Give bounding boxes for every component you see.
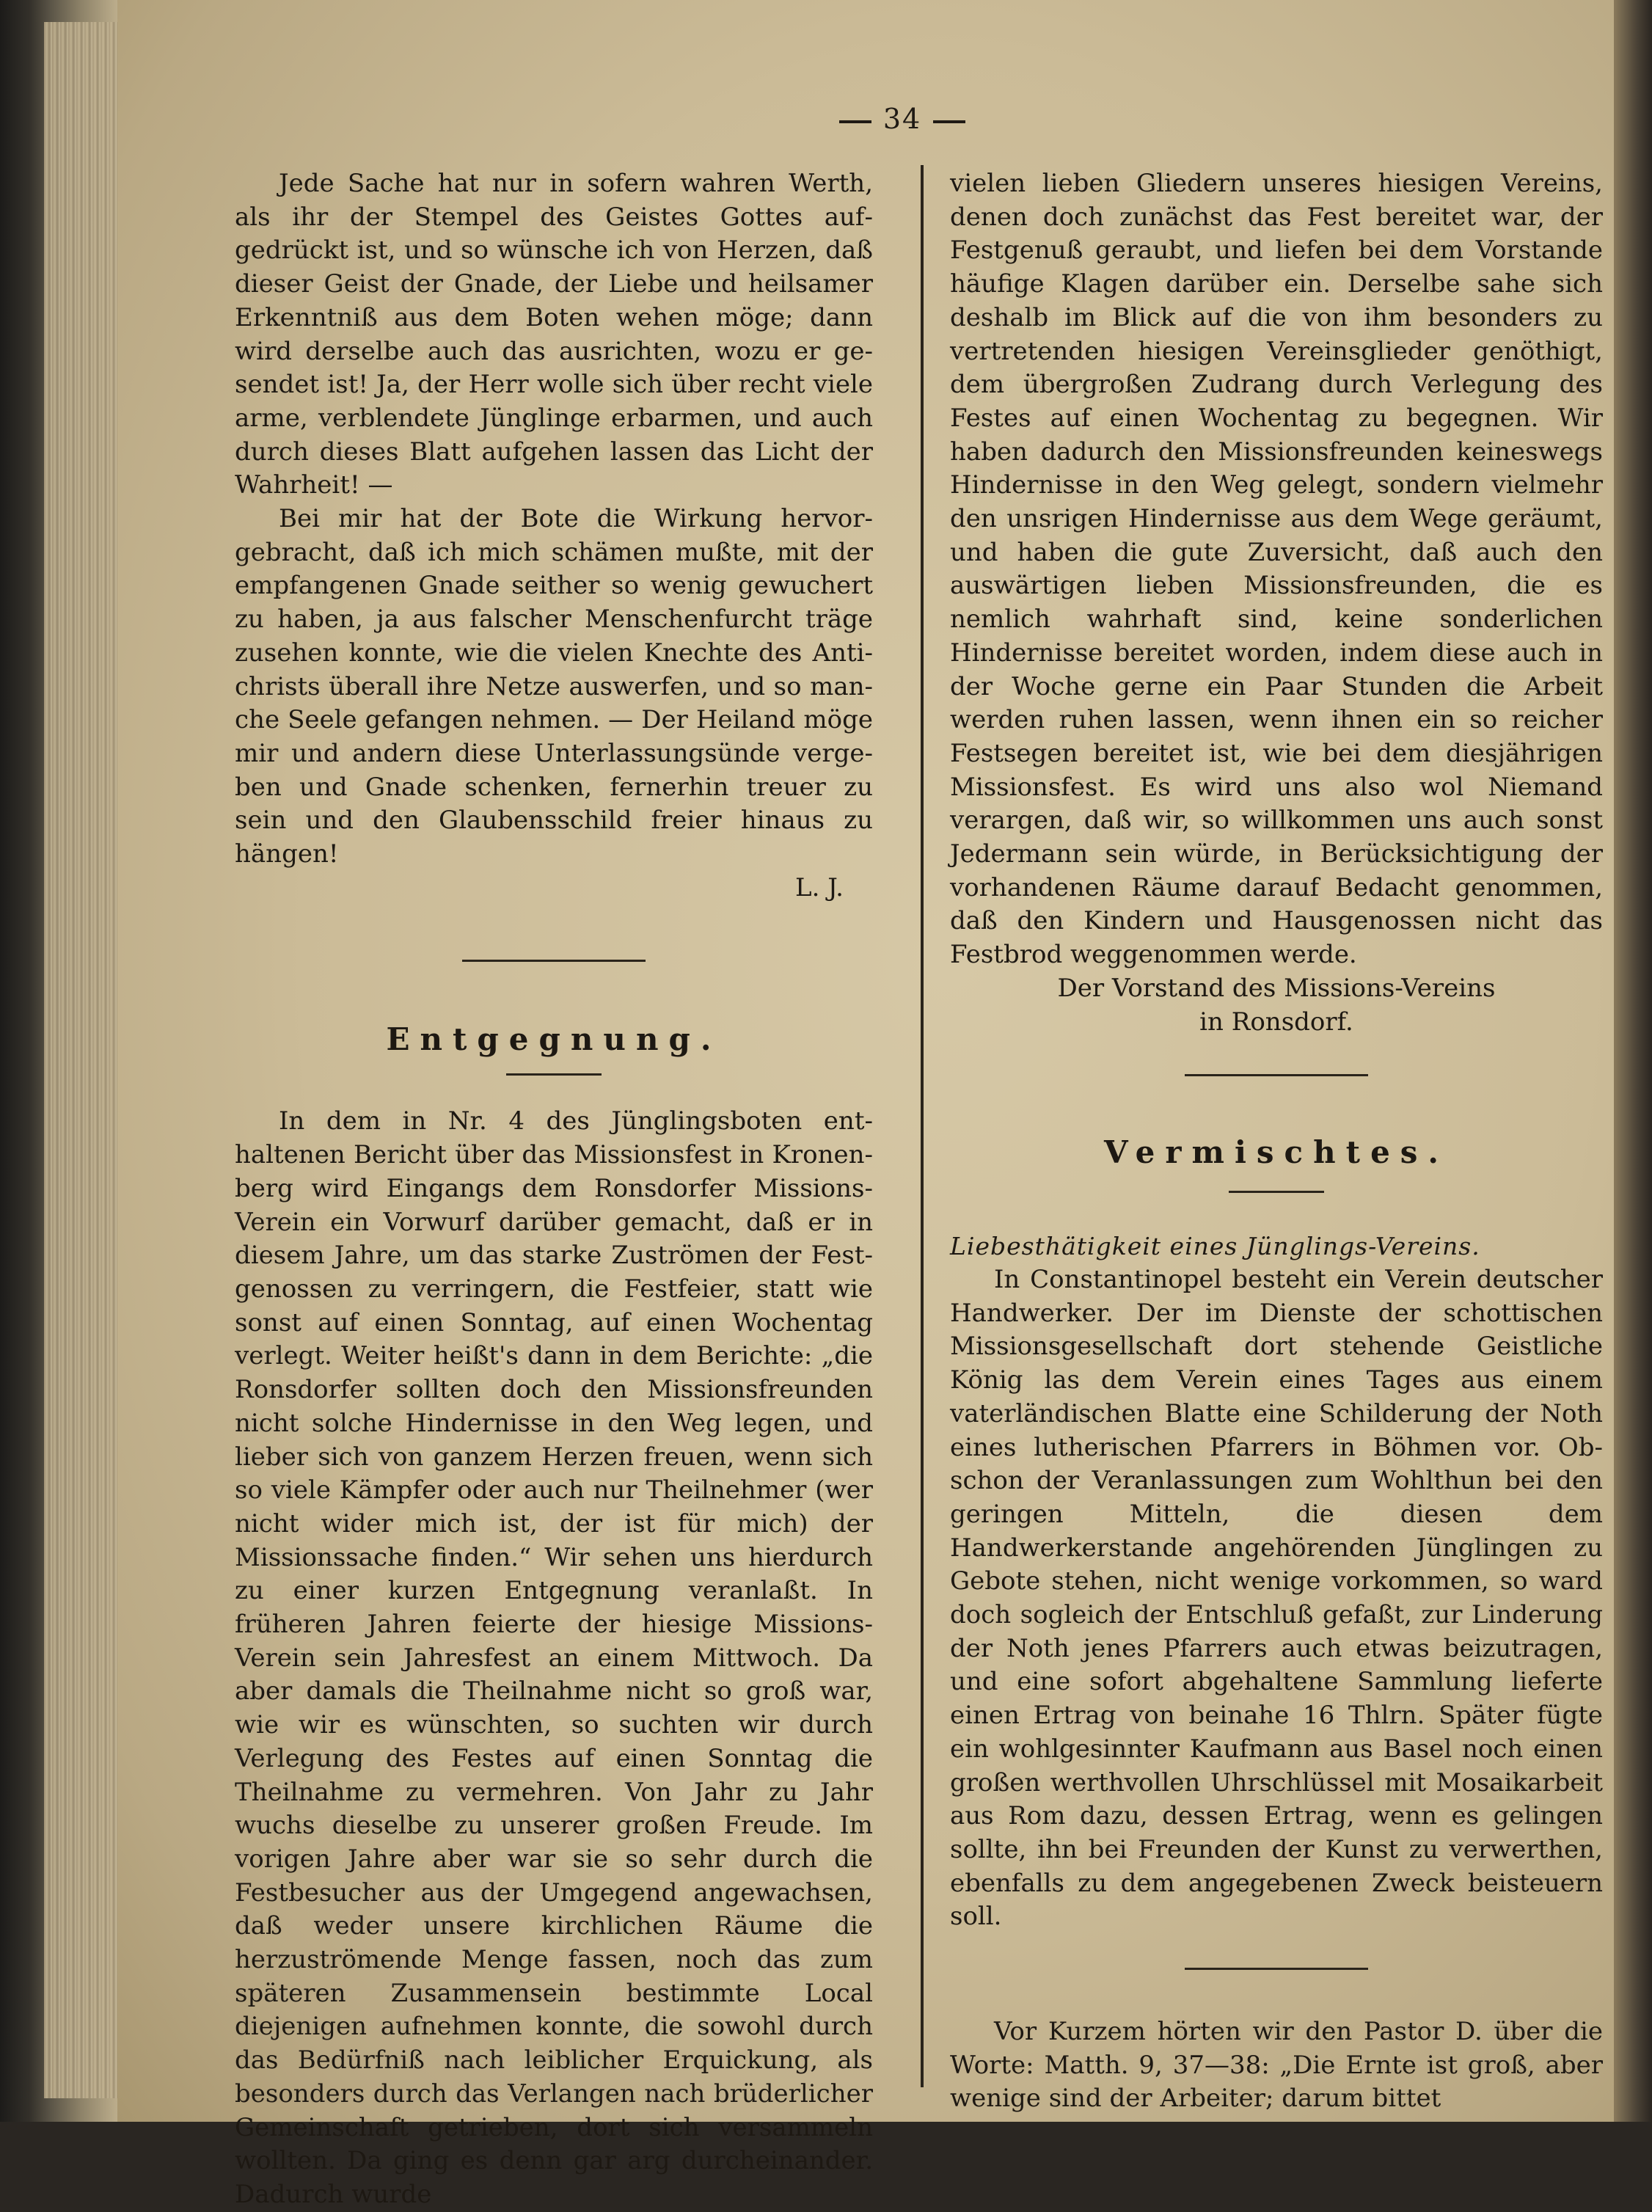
page-header <box>800 103 1005 135</box>
header-dash-left <box>839 120 871 123</box>
page-number: 34 <box>882 103 922 135</box>
left-column <box>235 167 873 2212</box>
article3-subtitle: Liebesthätigkeit eines Jünglings-Vereins. <box>950 1232 1480 1261</box>
article2-heading: Entgegnung. <box>386 1021 722 1058</box>
article2-continuation: vielen lieben Gliedern unseres hiesigen Vereins, denen doch zunächst das Fest bereitet war, der Festgenuß geraubt, und liefen bei dem Vorstande häufige Klagen darüber ein. Derselbe sahe sich deshalb im Blick auf die von ihm besonders zu vertretenden hiesigen Vereinsglieder genöthigt, dem übergroßen Zudrang durch Verlegung des Festes auf einen Wochentag zu begegnen. Wir haben dadurch den Missionsfreunden keineswegs Hindernisse in den Weg gelegt, sondern vielmehr den unsrigen Hindernisse aus dem Wege geräumt, und haben die gute Zuversicht, daß auch den auswärtigen lieben Missionsfreunden, die es nemlich wahrhaft sind, keine sonderlichen Hindernisse bereitet worden, indem diese auch in der Woche gerne ein Paar Stunden die Arbeit werden ruhen lassen, wenn ihnen ein so reicher Festsegen bereitet ist, wie bei dem diesjährigen Missionsfest. Es wird uns also wol Niemand verargen, daß wir, so willkommen uns auch sonst Jedermann sein würde, in Berücksichtigung der vorhandenen Räume darauf Bedacht genommen, daß den Kindern und Hausgenossen nicht das Festbrod weggenommen werde. <box>950 169 1603 970</box>
article2-paragraph: In dem in Nr. 4 des Jünglingsboten enthaltenen Bericht über das Missionsfest in Kronenberg wird Eingangs dem Ronsdorfer MissionsVerein ein Vorwurf darüber gemacht, daß er in diesem Jahre, um das starke Zuströmen der Festgenossen zu verringern, die Festfeier, statt wie sonst auf einen Sonntag, auf einen Wochentag verlegt. Weiter heißt's dann in dem Berichte: „die Ronsdorfer sollten doch den Missionsfreunden nicht solche Hindernisse in den Weg legen, und lieber sich von ganzem Herzen freuen, wenn sich so viele Kämpfer oder auch nur Theilnehmer (wer nicht wider mich ist, der ist für mich) der Missionssache finden.“ Wir sehen uns hierdurch zu einer kurzen Entgegnung veranlaßt. In früheren Jahren feierte der hiesige Missions-Verein sein Jahresfest an einem Mittwoch. Da aber damals die Theilnahme nicht so groß war, wie wir es wünschten, so suchten wir durch Verlegung des Festes auf einen Sonntag die Theilnahme zu vermehren. Von Jahr zu Jahr wuchs dieselbe zu unserer großen Freude. Im vorigen Jahre aber war sie so sehr durch die Festbesucher aus der Umgegend angewachsen, daß weder unsere kirchlichen Räume die herzuströmende Menge fassen, noch das zum späteren Zusammensein bestimmte Local diejenigen aufnehmen konnte, die sowohl durch das Bedürfniß nach leiblicher Erquickung, als besonders durch das Verlangen nach brüderlicher Gemeinschaft getrieben, dort sich versammeln wollten. Da ging es denn gar arg durcheinander. Dadurch wurde <box>235 1106 873 2209</box>
article4-paragraph: Vor Kurzem hörten wir den Pastor D. über die Worte: Matth. 9, 37—38: „Die Ernte ist groß, aber wenige sind der Arbeiter; darum bittet <box>950 2017 1603 2114</box>
article1-paragraph-2: Bei mir hat der Bote die Wirkung hervorgebracht, daß ich mich schämen mußte, mit der empfangenen Gnade seither so wenig gewuchert zu haben, ja aus falscher Menschenfurcht träge zusehen konnte, wie die vielen Knechte des Antichrists überall ihre Netze auswerfen, und so manche Seele gefangen nehmen. — Der Heiland möge mir und andern diese Unterlassungsünde vergeben und Gnade schenken, fernerhin treuer zu sein und den Glaubensschild freier hinaus zu hängen! <box>235 504 873 869</box>
article2-signature-line2: in Ronsdorf. <box>1199 1007 1353 1037</box>
article2-signature-line1: Der Vorstand des Missions-Vereins <box>1057 973 1496 1003</box>
header-dash-right <box>933 120 965 123</box>
article3-paragraph: In Constantinopel besteht ein Verein deutscher Handwerker. Der im Dienste der schottischen Missionsgesellschaft dort stehende Geistliche König las dem Verein eines Tages aus einem vaterländischen Blatte eine Schilderung der Noth eines lutherischen Pfarrers in Böhmen vor. Obschon der Veranlassungen zum Wohlthun bei den geringen Mitteln, die diesen dem Handwerkerstande angehörenden Jünglingen zu Gebote stehen, nicht wenige vorkommen, so ward doch sogleich der Entschluß gefaßt, zur Linderung der Noth jenes Pfarrers auch etwas beizutragen, und eine sofort abgehaltene Sammlung lieferte einen Ertrag von beinahe 16 Thlrn. Später fügte ein wohlgesinnter Kaufmann aus Basel noch einen großen werthvollen Uhrschlüssel mit Mosaikarbeit aus Rom dazu, dessen Ertrag, wenn es gelingen sollte, ihn bei Freunden der Kunst zu verwerthen, ebenfalls zu dem angegebenen Zweck beisteuern soll. <box>950 1264 1603 1932</box>
article1-signature: L. J. <box>795 872 844 902</box>
right-column <box>950 167 1603 2116</box>
article1-paragraph-1: Jede Sache hat nur in sofern wahren Werth, als ihr der Stempel des Geistes Gottes aufgedrückt ist, und so wünsche ich von Herzen, daß dieser Geist der Gnade, der Liebe und heilsamer Erkenntniß aus dem Boten wehen möge; dann wird derselbe auch das ausrichten, wozu er gesendet ist! Ja, der Herr wolle sich über recht viele arme, verblendete Jünglinge erbarmen, und auch durch dieses Blatt aufgehen lassen das Licht der Wahrheit! — <box>235 169 873 500</box>
book-spine-edge <box>1614 0 1652 2122</box>
column-divider <box>921 165 924 2087</box>
article3-heading: Vermischtes. <box>1103 1134 1450 1171</box>
